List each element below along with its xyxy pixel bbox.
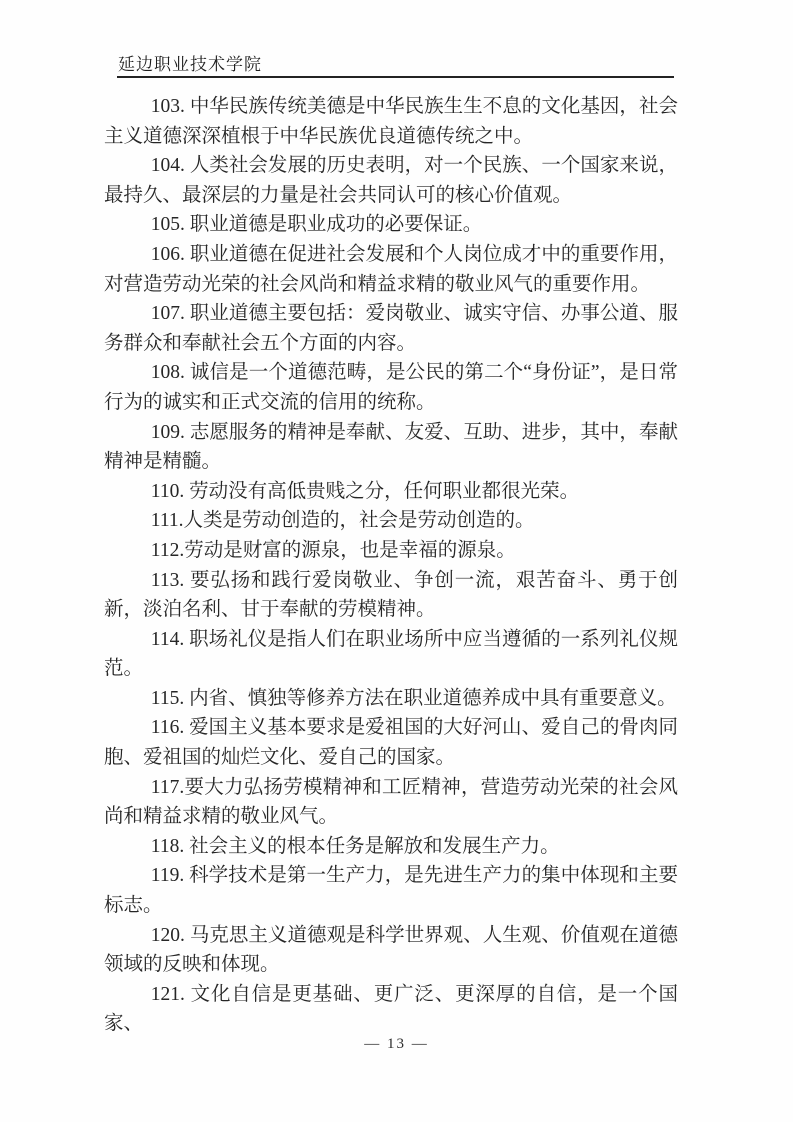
page-footer xyxy=(0,1036,793,1053)
list-item: 107. 职业道德主要包括：爱岗敬业、诚实守信、办事公道、服务群众和奉献社会五个方面的内容。 xyxy=(104,303,678,354)
page-header xyxy=(118,50,262,75)
list-item: 103. 中华民族传统美德是中华民族生生不息的文化基因，社会主义道德深深植根于中华民族优良道德传统之中。 xyxy=(104,96,678,147)
list-item: 106. 职业道德在促进社会发展和个人岗位成才中的重要作用，对营造劳动光荣的社会风尚和精益求精的敬业风气的重要作用。 xyxy=(104,243,678,295)
list-item: 110. 劳动没有高低贵贱之分，任何职业都很光荣。 xyxy=(150,480,580,502)
list-item: 115. 内省、慎独等修养方法在职业道德养成中具有重要意义。 xyxy=(150,687,677,709)
list-item: 104. 人类社会发展的历史表明，对一个民族、一个国家来说，最持久、最深层的力量是社会共同认可的核心价值观。 xyxy=(104,155,678,206)
list-item: 118. 社会主义的根本任务是解放和发展生产力。 xyxy=(150,835,560,857)
list-item: 112.劳动是财富的源泉，也是幸福的源泉。 xyxy=(150,539,516,561)
list-item: 113. 要弘扬和践行爱岗敬业、争创一流，艰苦奋斗、勇于创新，淡泊名利、甘于奉献的劳模精神。 xyxy=(104,569,678,621)
list-item: 116. 爱国主义基本要求是爱祖国的大好河山、爱自己的骨肉同胞、爱祖国的灿烂文化、爱自己的国家。 xyxy=(104,717,678,769)
list-item: 120. 马克思主义道德观是科学世界观、人生观、价值观在道德领域的反映和体现。 xyxy=(104,924,678,976)
list-item: 119. 科学技术是第一生产力，是先进生产力的集中体现和主要标志。 xyxy=(104,865,678,917)
list-item: 117.要大力弘扬劳模精神和工匠精神，营造劳动光荣的社会风尚和精益求精的敬业风气。 xyxy=(104,776,678,828)
list-item: 109. 志愿服务的精神是奉献、友爱、互助、进步，其中，奉献精神是精髓。 xyxy=(104,421,678,473)
list-item: 108. 诚信是一个道德范畴，是公民的第二个“身份证”，是日常行为的诚实和正式交流的信用的统称。 xyxy=(104,362,678,413)
header-rule xyxy=(117,76,674,78)
list-item: 121. 文化自信是更基础、更广泛、更深厚的自信，是一个国家、 xyxy=(104,983,678,1035)
page-number: — 13 — xyxy=(364,1036,429,1052)
list-item: 111.人类是劳动创造的，社会是劳动创造的。 xyxy=(150,510,535,532)
school-name: 延边职业技术学院 xyxy=(118,55,262,74)
list-item: 114. 职场礼仪是指人们在职业场所中应当遵循的一系列礼仪规范。 xyxy=(104,628,678,680)
document-body xyxy=(104,92,678,1039)
list-item: 105. 职业道德是职业成功的必要保证。 xyxy=(150,214,483,236)
